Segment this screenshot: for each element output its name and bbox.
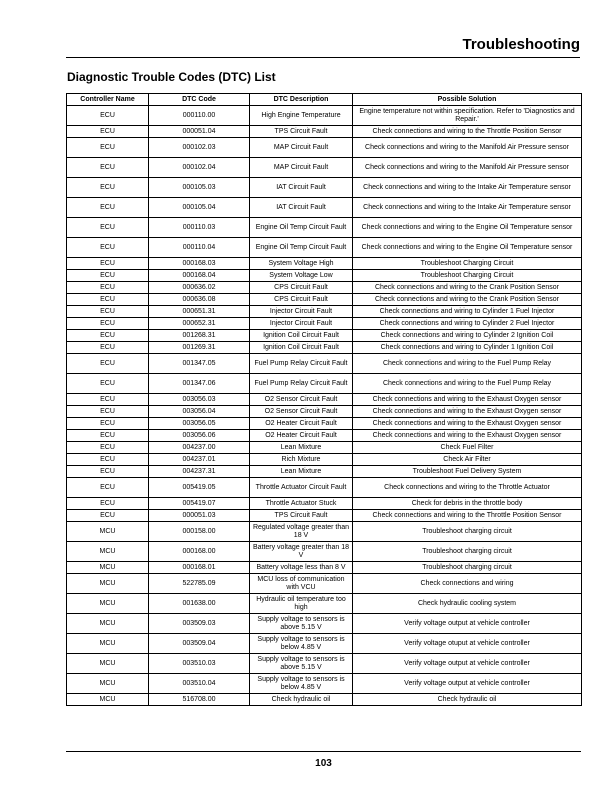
dtc-code-cell: 000168.01: [149, 562, 250, 574]
table-row: [67, 258, 582, 270]
controller-name-cell: ECU: [67, 158, 149, 178]
dtc-code-cell: 000102.03: [149, 138, 250, 158]
dtc-code-cell: 000168.03: [149, 258, 250, 270]
controller-name-cell: ECU: [67, 282, 149, 294]
controller-name-cell: ECU: [67, 138, 149, 158]
table-row: [67, 282, 582, 294]
possible-solution-cell: Troubleshoot Charging Circuit: [353, 270, 582, 282]
dtc-description-cell: TPS Circuit Fault: [250, 510, 353, 522]
table-row: [67, 126, 582, 138]
dtc-code-cell: 003056.04: [149, 406, 250, 418]
dtc-code-cell: 000105.03: [149, 178, 250, 198]
table-row: [67, 466, 582, 478]
title-divider: [66, 57, 580, 58]
dtc-code-cell: 000168.00: [149, 542, 250, 562]
dtc-code-cell: 001347.05: [149, 354, 250, 374]
dtc-code-cell: 000110.00: [149, 106, 250, 126]
controller-name-cell: MCU: [67, 574, 149, 594]
possible-solution-cell: Troubleshoot charging circuit: [353, 542, 582, 562]
table-row: [67, 654, 582, 674]
controller-name-cell: MCU: [67, 562, 149, 574]
possible-solution-cell: Check hydraulic cooling system: [353, 594, 582, 614]
controller-name-cell: MCU: [67, 614, 149, 634]
possible-solution-cell: Check for debris in the throttle body: [353, 498, 582, 510]
table-header-row: [67, 94, 582, 106]
dtc-description-cell: Injector Circuit Fault: [250, 306, 353, 318]
dtc-code-cell: 000051.04: [149, 126, 250, 138]
controller-name-cell: MCU: [67, 634, 149, 654]
dtc-code-cell: 004237.01: [149, 454, 250, 466]
table-row: [67, 238, 582, 258]
dtc-description-cell: Check hydraulic oil: [250, 694, 353, 706]
controller-name-cell: ECU: [67, 270, 149, 282]
dtc-description-cell: Ignition Coil Circuit Fault: [250, 330, 353, 342]
table-row: [67, 354, 582, 374]
dtc-description-cell: Fuel Pump Relay Circuit Fault: [250, 374, 353, 394]
controller-name-cell: ECU: [67, 238, 149, 258]
possible-solution-cell: Check connections and wiring to the Engine Oil Temperature sensor: [353, 218, 582, 238]
table-row: [67, 574, 582, 594]
possible-solution-cell: Verify voltage output at vehicle controller: [353, 614, 582, 634]
possible-solution-cell: Check connections and wiring to the Exhaust Oxygen sensor: [353, 394, 582, 406]
possible-solution-cell: Check connections and wiring to the Exhaust Oxygen sensor: [353, 406, 582, 418]
possible-solution-cell: Troubleshoot charging circuit: [353, 562, 582, 574]
dtc-code-cell: 000636.08: [149, 294, 250, 306]
table-row: [67, 198, 582, 218]
dtc-table: [66, 93, 582, 706]
controller-name-cell: ECU: [67, 478, 149, 498]
controller-name-cell: ECU: [67, 294, 149, 306]
dtc-description-cell: Lean Mixture: [250, 466, 353, 478]
controller-name-cell: ECU: [67, 126, 149, 138]
possible-solution-cell: Check connections and wiring to the Exhaust Oxygen sensor: [353, 430, 582, 442]
possible-solution-cell: Verify voltage output at vehicle controller: [353, 674, 582, 694]
dtc-code-cell: 004237.00: [149, 442, 250, 454]
dtc-code-cell: 000051.03: [149, 510, 250, 522]
dtc-description-cell: TPS Circuit Fault: [250, 126, 353, 138]
dtc-code-cell: 000651.31: [149, 306, 250, 318]
dtc-code-cell: 516708.00: [149, 694, 250, 706]
dtc-description-cell: IAT Circuit Fault: [250, 178, 353, 198]
table-row: [67, 478, 582, 498]
dtc-code-cell: 003509.04: [149, 634, 250, 654]
dtc-description-cell: O2 Sensor Circuit Fault: [250, 394, 353, 406]
table-row: [67, 674, 582, 694]
possible-solution-cell: Verify voltage output at vehicle controller: [353, 654, 582, 674]
dtc-description-cell: Battery voltage less than 8 V: [250, 562, 353, 574]
controller-name-cell: ECU: [67, 466, 149, 478]
controller-name-cell: ECU: [67, 342, 149, 354]
possible-solution-cell: Check connections and wiring to the Intake Air Temperature sensor: [353, 178, 582, 198]
table-row: [67, 138, 582, 158]
possible-solution-cell: Check connections and wiring to Cylinder 1 Ignition Coil: [353, 342, 582, 354]
dtc-code-cell: 001347.06: [149, 374, 250, 394]
table-row: [67, 270, 582, 282]
table-row: [67, 694, 582, 706]
column-header-dtc-code: DTC Code: [149, 94, 250, 106]
possible-solution-cell: Check connections and wiring to the Crank Position Sensor: [353, 282, 582, 294]
controller-name-cell: MCU: [67, 542, 149, 562]
controller-name-cell: ECU: [67, 510, 149, 522]
table-row: [67, 178, 582, 198]
dtc-description-cell: Lean Mixture: [250, 442, 353, 454]
controller-name-cell: ECU: [67, 198, 149, 218]
controller-name-cell: ECU: [67, 442, 149, 454]
table-row: [67, 614, 582, 634]
controller-name-cell: ECU: [67, 394, 149, 406]
table-row: [67, 542, 582, 562]
dtc-code-cell: 001269.31: [149, 342, 250, 354]
controller-name-cell: ECU: [67, 374, 149, 394]
dtc-code-cell: 005419.07: [149, 498, 250, 510]
dtc-code-cell: 000168.04: [149, 270, 250, 282]
controller-name-cell: ECU: [67, 258, 149, 270]
table-row: [67, 318, 582, 330]
controller-name-cell: ECU: [67, 178, 149, 198]
dtc-code-cell: 005419.05: [149, 478, 250, 498]
dtc-description-cell: Supply voltage to sensors is below 4.85 V: [250, 634, 353, 654]
dtc-code-cell: 003056.03: [149, 394, 250, 406]
dtc-code-cell: 003510.04: [149, 674, 250, 694]
dtc-code-cell: 000652.31: [149, 318, 250, 330]
dtc-description-cell: O2 Heater Circuit Fault: [250, 418, 353, 430]
controller-name-cell: ECU: [67, 218, 149, 238]
possible-solution-cell: Check connections and wiring to Cylinder 2 Fuel Injector: [353, 318, 582, 330]
dtc-description-cell: MCU loss of communication with VCU: [250, 574, 353, 594]
dtc-description-cell: MAP Circuit Fault: [250, 158, 353, 178]
table-row: [67, 594, 582, 614]
controller-name-cell: ECU: [67, 498, 149, 510]
dtc-description-cell: Throttle Actuator Stuck: [250, 498, 353, 510]
dtc-description-cell: Engine Oil Temp Circuit Fault: [250, 238, 353, 258]
possible-solution-cell: Check connections and wiring to the Throttle Position Sensor: [353, 510, 582, 522]
possible-solution-cell: Check connections and wiring: [353, 574, 582, 594]
dtc-code-cell: 000110.04: [149, 238, 250, 258]
dtc-code-cell: 003509.03: [149, 614, 250, 634]
dtc-code-cell: 003056.05: [149, 418, 250, 430]
table-row: [67, 498, 582, 510]
table-row: [67, 454, 582, 466]
possible-solution-cell: Check connections and wiring to the Intake Air Temperature sensor: [353, 198, 582, 218]
possible-solution-cell: Check Fuel Filter: [353, 442, 582, 454]
possible-solution-cell: Check connections and wiring to Cylinder 2 Ignition Coil: [353, 330, 582, 342]
table-row: [67, 394, 582, 406]
dtc-description-cell: System Voltage High: [250, 258, 353, 270]
dtc-code-cell: 000105.04: [149, 198, 250, 218]
table-row: [67, 442, 582, 454]
possible-solution-cell: Check connections and wiring to the Fuel Pump Relay: [353, 354, 582, 374]
controller-name-cell: MCU: [67, 694, 149, 706]
table-row: [67, 418, 582, 430]
controller-name-cell: ECU: [67, 330, 149, 342]
controller-name-cell: MCU: [67, 594, 149, 614]
dtc-description-cell: Injector Circuit Fault: [250, 318, 353, 330]
table-row: [67, 218, 582, 238]
table-row: [67, 406, 582, 418]
dtc-code-cell: 000158.00: [149, 522, 250, 542]
dtc-description-cell: CPS Circuit Fault: [250, 294, 353, 306]
dtc-description-cell: High Engine Temperature: [250, 106, 353, 126]
column-header-possible-solution: Possible Solution: [353, 94, 582, 106]
possible-solution-cell: Verify voltage otuput at vehicle controller: [353, 634, 582, 654]
dtc-code-cell: 004237.31: [149, 466, 250, 478]
dtc-table-body: [67, 106, 582, 706]
table-row: [67, 374, 582, 394]
possible-solution-cell: Check Air Filter: [353, 454, 582, 466]
possible-solution-cell: Engine temperature not within specification. Refer to 'Diagnostics and Repair.': [353, 106, 582, 126]
dtc-code-cell: 001268.31: [149, 330, 250, 342]
controller-name-cell: ECU: [67, 418, 149, 430]
table-row: [67, 294, 582, 306]
controller-name-cell: ECU: [67, 318, 149, 330]
controller-name-cell: ECU: [67, 306, 149, 318]
dtc-description-cell: CPS Circuit Fault: [250, 282, 353, 294]
possible-solution-cell: Troubleshoot Charging Circuit: [353, 258, 582, 270]
dtc-code-cell: 003056.06: [149, 430, 250, 442]
dtc-description-cell: System Voltage Low: [250, 270, 353, 282]
page-number: 103: [315, 758, 332, 769]
possible-solution-cell: Check connections and wiring to the Fuel Pump Relay: [353, 374, 582, 394]
dtc-description-cell: Throttle Actuator Circuit Fault: [250, 478, 353, 498]
controller-name-cell: ECU: [67, 454, 149, 466]
possible-solution-cell: Troubleshoot charging circuit: [353, 522, 582, 542]
possible-solution-cell: Check connections and wiring to the Throttle Position Sensor: [353, 126, 582, 138]
possible-solution-cell: Check connections and wiring to the Crank Position Sensor: [353, 294, 582, 306]
section-title: Diagnostic Trouble Codes (DTC) List: [67, 70, 276, 84]
controller-name-cell: ECU: [67, 406, 149, 418]
page-title: Troubleshooting: [462, 36, 580, 53]
table-row: [67, 634, 582, 654]
dtc-description-cell: MAP Circuit Fault: [250, 138, 353, 158]
dtc-code-cell: 001638.00: [149, 594, 250, 614]
dtc-description-cell: Supply voltage to sensors is below 4.85 V: [250, 674, 353, 694]
dtc-code-cell: 522785.09: [149, 574, 250, 594]
dtc-code-cell: 000110.03: [149, 218, 250, 238]
controller-name-cell: ECU: [67, 106, 149, 126]
column-header-controller-name: Controller Name: [67, 94, 149, 106]
possible-solution-cell: Check connections and wiring to the Manifold Air Pressure sensor: [353, 138, 582, 158]
controller-name-cell: ECU: [67, 354, 149, 374]
possible-solution-cell: Check connections and wiring to the Exhaust Oxygen sensor: [353, 418, 582, 430]
column-header-dtc-description: DTC Description: [250, 94, 353, 106]
dtc-code-cell: 000102.04: [149, 158, 250, 178]
dtc-description-cell: Regulated voltage greater than 18 V: [250, 522, 353, 542]
dtc-description-cell: Supply voltage to sensors is above 5.15 V: [250, 654, 353, 674]
dtc-description-cell: Engine Oil Temp Circuit Fault: [250, 218, 353, 238]
controller-name-cell: MCU: [67, 522, 149, 542]
dtc-code-cell: 003510.03: [149, 654, 250, 674]
table-row: [67, 510, 582, 522]
dtc-description-cell: Battery voltage greater than 18 V: [250, 542, 353, 562]
table-row: [67, 430, 582, 442]
table-row: [67, 562, 582, 574]
table-row: [67, 158, 582, 178]
dtc-description-cell: Ignition Coil Circuit Fault: [250, 342, 353, 354]
table-row: [67, 306, 582, 318]
dtc-description-cell: Fuel Pump Relay Circuit Fault: [250, 354, 353, 374]
dtc-description-cell: Rich Mixture: [250, 454, 353, 466]
dtc-description-cell: Supply voltage to sensors is above 5.15 V: [250, 614, 353, 634]
table-row: [67, 342, 582, 354]
dtc-description-cell: Hydraulic oil temperature too high: [250, 594, 353, 614]
possible-solution-cell: Check connections and wiring to the Engine Oil Temperature sensor: [353, 238, 582, 258]
table-row: [67, 522, 582, 542]
dtc-code-cell: 000636.02: [149, 282, 250, 294]
dtc-description-cell: O2 Sensor Circuit Fault: [250, 406, 353, 418]
controller-name-cell: MCU: [67, 654, 149, 674]
dtc-description-cell: IAT Circuit Fault: [250, 198, 353, 218]
dtc-description-cell: O2 Heater Circuit Fault: [250, 430, 353, 442]
possible-solution-cell: Check connections and wiring to the Manifold Air Pressure sensor: [353, 158, 582, 178]
table-row: [67, 330, 582, 342]
controller-name-cell: ECU: [67, 430, 149, 442]
possible-solution-cell: Check connections and wiring to Cylinder 1 Fuel Injector: [353, 306, 582, 318]
controller-name-cell: MCU: [67, 674, 149, 694]
possible-solution-cell: Troubleshoot Fuel Delivery System: [353, 466, 582, 478]
possible-solution-cell: Check connections and wiring to the Throttle Actuator: [353, 478, 582, 498]
possible-solution-cell: Check hydraulic oil: [353, 694, 582, 706]
table-row: [67, 106, 582, 126]
footer-divider: [66, 751, 581, 752]
